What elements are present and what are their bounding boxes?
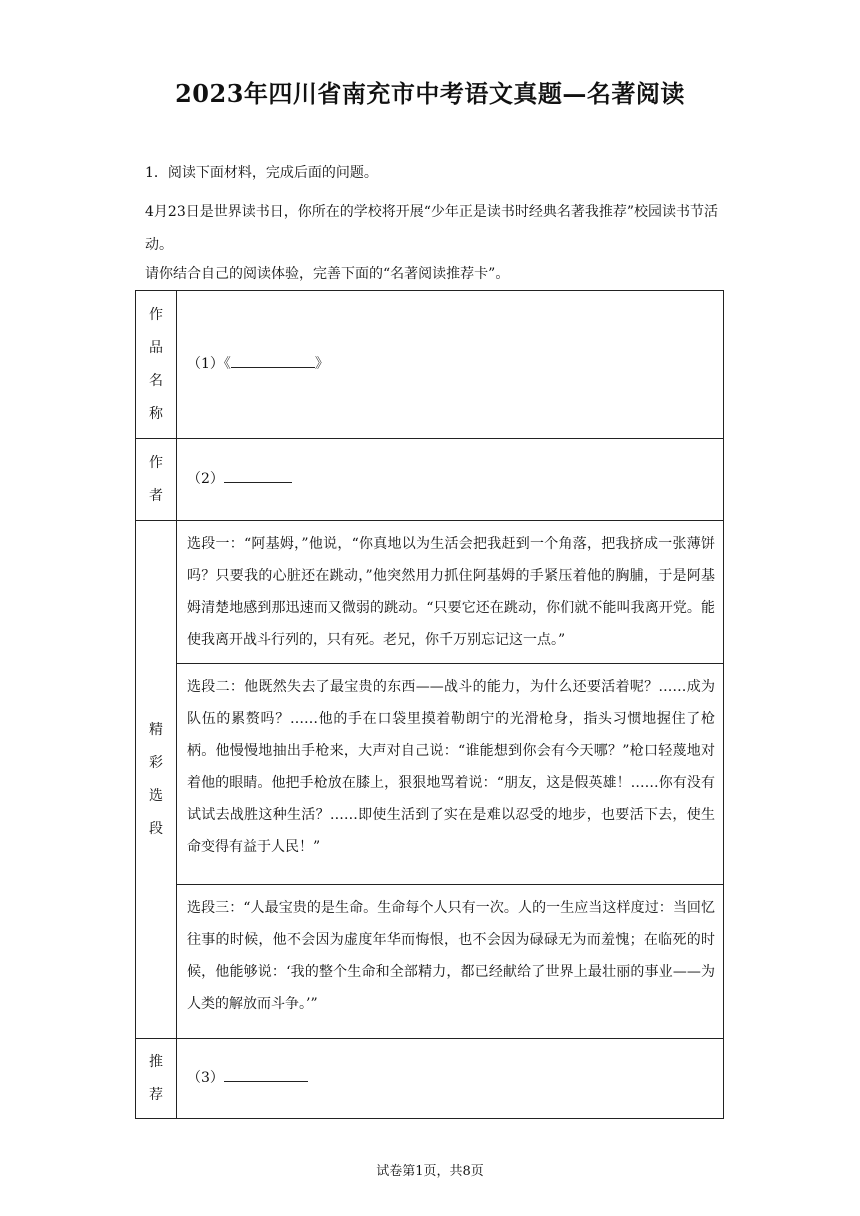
recommend-prefix: （3） xyxy=(187,1070,224,1086)
header-excerpts-label: 精彩选段 xyxy=(149,721,163,837)
row-excerpt-2 xyxy=(136,664,724,885)
question-instruction: 1．阅读下面材料，完成后面的问题。 xyxy=(145,165,378,181)
header-work-name-label: 作品名称 xyxy=(149,306,163,422)
header-author-label: 作者 xyxy=(149,454,163,504)
row-work-name xyxy=(136,291,724,439)
page-title: 2023年四川省南充市中考语文真题—名著阅读 xyxy=(175,79,685,108)
header-work-name xyxy=(136,291,177,439)
question-context-task: 请你结合自己的阅读体验，完善下面的“名著阅读推荐卡”。 xyxy=(145,266,510,282)
cell-author xyxy=(177,439,724,521)
header-recommend-label: 推荐 xyxy=(149,1053,163,1103)
work-name-suffix: 》 xyxy=(314,356,329,372)
excerpt-two: 选段二：他既然失去了最宝贵的东西——战斗的能力，为什么还要活着呢？……成为队伍的累赘吗？……他的手在口袋里摸着勒朗宁的光滑枪身，指头习惯地握住了枪柄。他慢慢地抽出手枪来，大声对自己说：“谁能想到你会有今天哪？”枪口轻蔑地对着他的眼睛。他把手枪放在膝上，狠狠地骂着说：“朋友，这是假英雄！……你有没有试试去战胜这种生活？……即使生活到了实在是难以忍受的地步，也要活下去，使生命变得有益于人民！” xyxy=(177,664,724,885)
author-prefix: （2） xyxy=(187,471,224,487)
header-author xyxy=(136,439,177,521)
work-name-blank[interactable] xyxy=(231,349,315,368)
cell-work-name xyxy=(177,291,724,439)
row-excerpt-3 xyxy=(136,885,724,1039)
header-recommend xyxy=(136,1039,177,1119)
header-excerpts xyxy=(136,521,177,1039)
question-context-intro: 4月23日是世界读书日，你所在的学校将开展“少年正是读书时经典名著我推荐”校园读书节活动。 xyxy=(145,204,719,253)
row-author xyxy=(136,439,724,521)
work-name-prefix: （1）《 xyxy=(187,356,231,372)
page-footer: 试卷第1页，共8页 xyxy=(376,1164,484,1179)
recommendation-card xyxy=(135,290,724,1119)
excerpt-one: 选段一：“阿基姆，”他说，“你真地以为生活会把我赶到一个角落，把我挤成一张薄饼吗？只要我的心脏还在跳动，”他突然用力抓住阿基姆的手紧压着他的胸脯，于是阿基姆清楚地感到那迅速而又微弱的跳动。“只要它还在跳动，你们就不能叫我离开党。能使我离开战斗行列的，只有死。老兄，你千万别忘记这一点。” xyxy=(177,521,724,664)
excerpt-three: 选段三：“人最宝贵的是生命。生命每个人只有一次。人的一生应当这样度过：当回忆往事的时候，他不会因为虚度年华而悔恨，也不会因为碌碌无为而羞愧；在临死的时候，他能够说：‘我的整个生命和全部精力，都已经献给了世界上最壮丽的事业——为人类的解放而斗争。’” xyxy=(177,885,724,1039)
author-blank[interactable] xyxy=(224,464,292,483)
row-excerpt-1 xyxy=(136,521,724,664)
row-recommend xyxy=(136,1039,724,1119)
cell-recommend xyxy=(177,1039,724,1119)
recommend-blank[interactable] xyxy=(224,1063,308,1082)
